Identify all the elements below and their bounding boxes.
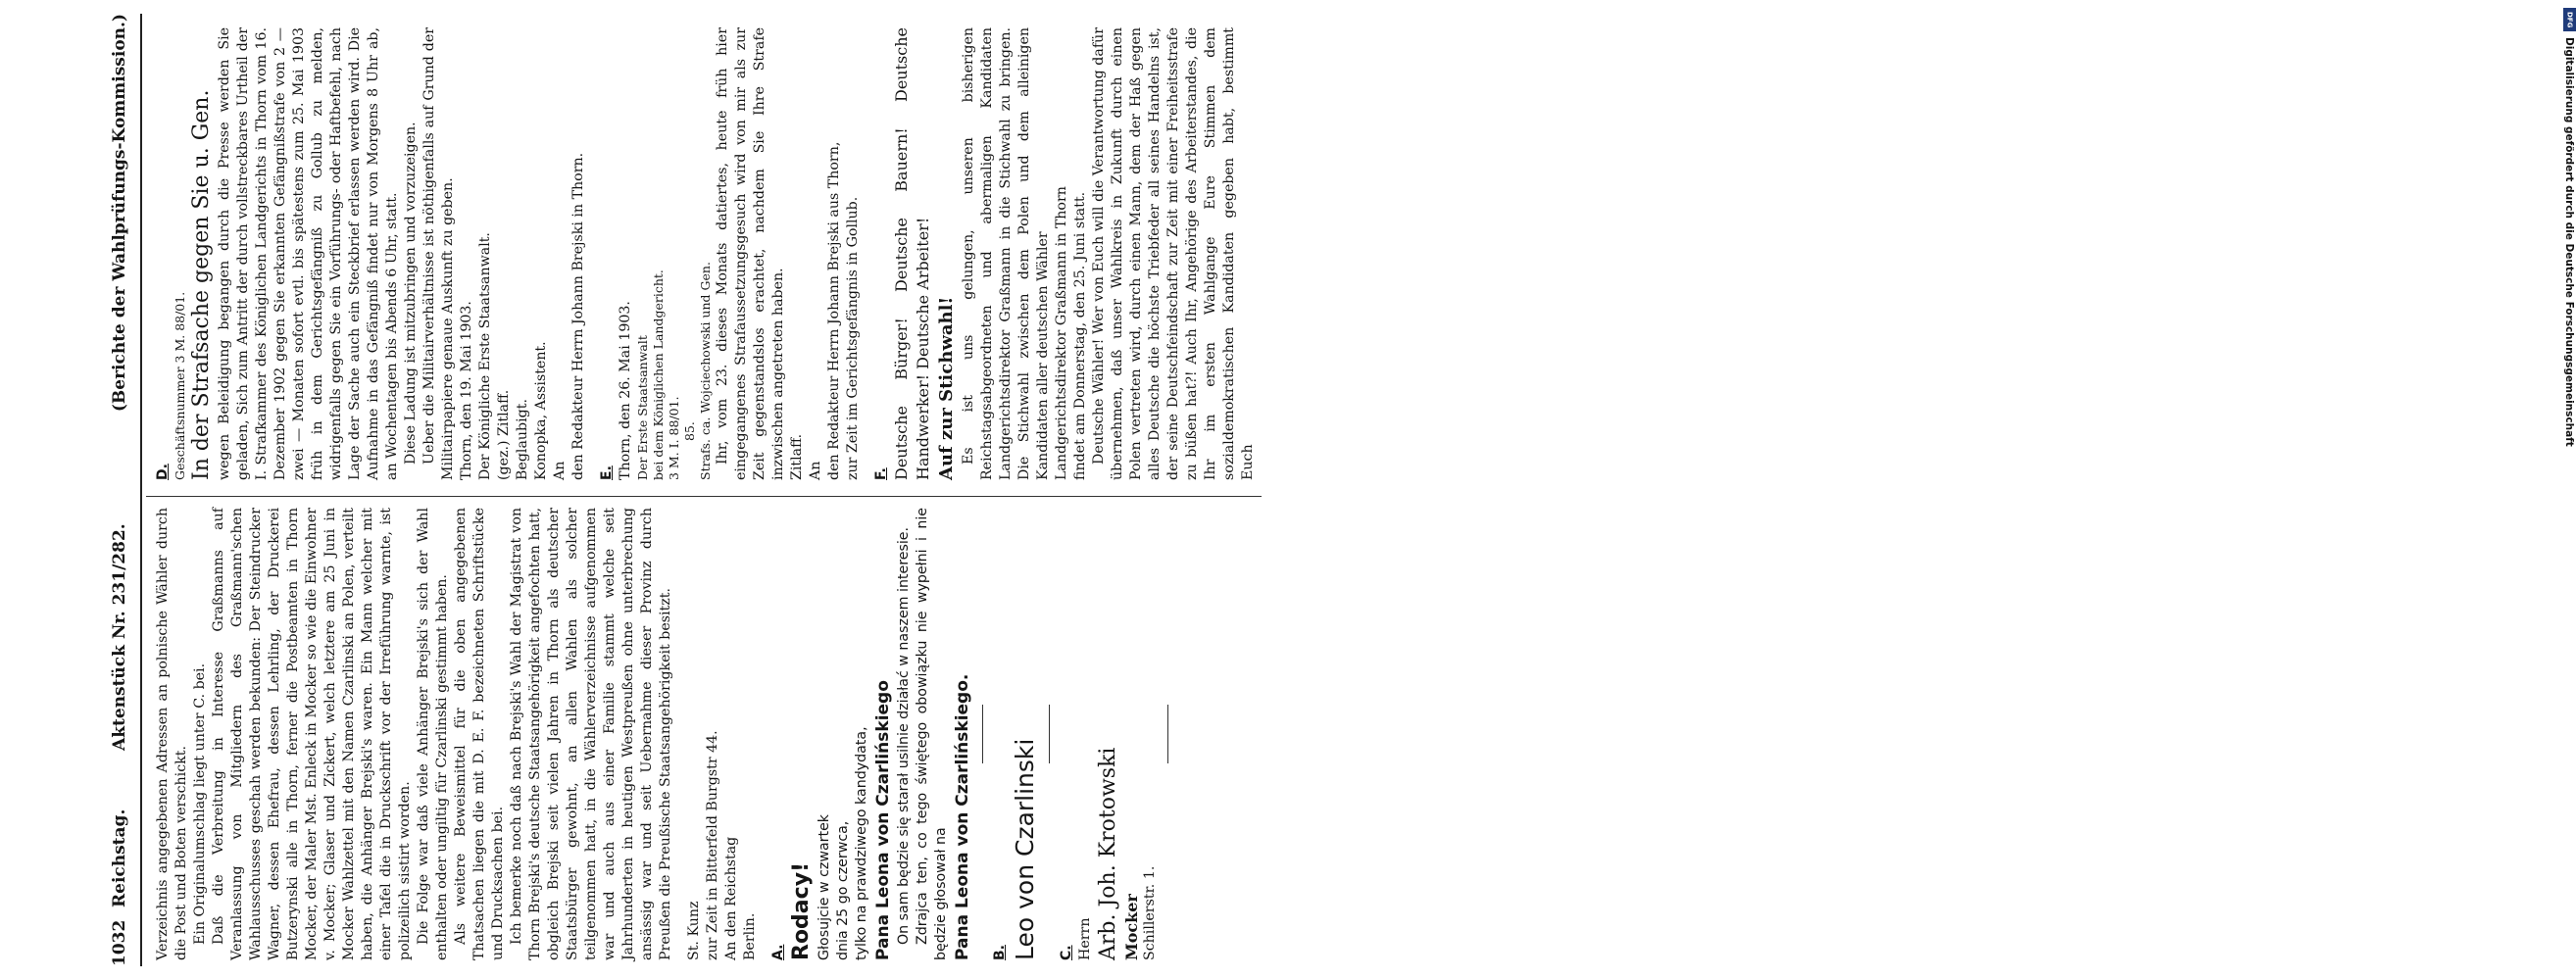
addressee-city: Berlin. (742, 912, 758, 960)
authority: Der Erste Staatsanwalt (635, 335, 650, 480)
reference-number: 85. (682, 421, 697, 441)
exhibit-marker-f: F. (873, 467, 889, 480)
paragraph: Ueber die Militairverhältnisse ist nöthigenfalls auf Grund der Militairpapiere genaue Auskunft zu geben. (421, 27, 456, 480)
column-divider (146, 496, 1262, 497)
reference-number: 3 M. I. 88/01. (667, 396, 681, 480)
authority: Der Königliche Erste Staatsanwalt. (477, 232, 493, 480)
header-middle: Aktenstück Nr. 231/282. (110, 523, 129, 751)
envelope-line: Mocker (1122, 894, 1141, 960)
leaflet-line: tylko na prawdziwego kandydata, (854, 726, 869, 960)
reference-number: Geschäftsnummer 3 M. 88/01. (173, 291, 187, 480)
leaflet-line: Głosujcie w czwartek (817, 813, 832, 960)
header-right: (Berichte der Wahlprüfungs-Kommission.) (110, 14, 129, 413)
addressee: An (552, 461, 568, 480)
paragraph: Ihr, vom 23. dieses Monats datiertes, heute früh hier eingegangenes Strafaussetzungsgesuch wird von mir als zur Zeit gegenstandslos erachtet, nachdem Sie Ihre Strafe inzwischen angetreten haben. (715, 27, 786, 480)
leaflet-line: On sam będzie się starał usilnie działać w naszem interesie. (896, 526, 912, 945)
appeal-heading: Auf zur Stichwahl! (936, 296, 957, 480)
leaflet-line: Zdrajca ten, co tego świętego obowiązku nie wypełni i nie będzie głosował na (915, 508, 949, 960)
paragraph: Ich bemerke noch daß nach Brejski's Wahl der Magistrat von Thorn Brejski's deutsche Staatsangehörigkeit angefochten hatt, obgleich Brejski seit vielen Jahren in Thorn als deutscher Staatsbürger gewohnt, an allen Wahlen als solcher teilgenommen hatt, in die Wählerverzeichnisse aufgenommen war und auch aus einer Familie stammt welche seit Jahrhunderten in heutigen Westpreußen ohne unterbrechung ansässig war und seit Uebernahme dieser Provinz durch Preußen die Preußische Staatsangehörigkeit besitzt. (509, 508, 673, 960)
addressee: den Redakteur Herrn Johann Brejski aus Thorn, (826, 141, 842, 480)
candidate-name: Pana Leona von Czarlińskiego (873, 680, 893, 960)
paragraph: Deutsche Wähler! Wer von Euch will die Verantwortung dafür übernehmen, daß unser Wahlkreis in Zukunft durch einen Polen vertreten wird, durch einen Mann, dem der Haß gegen alles Deutsche die höchste Triebfeder all seines Handelns ist, der seine Deutschfeindschaft zur Zeit mit einer Freiheitsstrafe zu büßen hat?! Auch Ihr, Angehörige des Arbeiterstandes, die Ihr im ersten Wahlgange Eure Stimmen dem sozialdemokratischen Kandidaten gegeben habt, bestimmt Euch (1091, 27, 1256, 480)
case-name: Strafs. ca. Wojciechowski und Gen. (698, 262, 713, 480)
place-date: Thorn, den 26. Mai 1903. (618, 301, 633, 480)
paragraph: Es ist uns gelungen, unseren bisherigen Reichstagsabgeordneten und abermaligen Kandidaten Landgerichtsdirektor Graßmann in die Stichwahl zu bringen. Die Stichwahl zwischen dem Polen und dem alleinigen Kandidaten aller deutschen Wähler (961, 27, 1051, 480)
paragraph: Verzeichnis angegebenen Adressen an polnische Wähler durch die Post und Boten verschickt. (155, 508, 189, 960)
signature: (gez.) Zitlaff. (496, 389, 512, 480)
page-number: 1032 (110, 919, 129, 966)
signature: Zitlaff. (789, 433, 805, 480)
exhibit-marker-d: D. (155, 464, 171, 480)
paragraph: Die Folge war daß viele Anhänger Brejski's sich der Wahl enthalten oder ungiltig für Czarlinski gestimmt haben. (416, 508, 450, 960)
paragraph: Diese Ladung ist mitzubringen und vorzuzeigen. (403, 122, 419, 465)
candidate-name: Pana Leona von Czarlińskiego. (953, 673, 972, 960)
signature: Konopka, Assistent. (533, 341, 549, 480)
ballot-name: Leo von Czarlinski (1011, 738, 1039, 960)
addressee: den Redakteur Herrn Johann Brejski in Thorn. (570, 152, 586, 480)
signer-name: St. Kunz (686, 901, 702, 960)
addressee: zur Zeit im Gerichtsgefängnis in Gollub. (845, 196, 861, 480)
envelope-line: Herrn (1077, 917, 1093, 960)
signer-address: zur Zeit in Bitterfeld Burgstr 44. (705, 730, 720, 960)
exhibit-marker-b: B. (992, 945, 1008, 960)
rotated-page-content (85, 0, 1277, 980)
header-rule (140, 14, 142, 966)
leaflet-line: dnia 25 go czerwca, (835, 820, 851, 960)
paragraph: Als weitere Beweismittel für die oben angegebenen Thatsachen liegen die mit D. E. F. bezeichneten Schriftstücke und Drucksachen bei. (453, 508, 506, 960)
right-column (154, 27, 1258, 480)
scanned-page (85, 0, 1277, 980)
running-header (99, 14, 140, 966)
exhibit-marker-a: A. (770, 944, 786, 960)
paragraph: Daß die Verbreitung in Interesse Graßmanns auf Veranlassung von Mitgliedern des Graßmann'schen Wahlausschusses geschah werden bekunden: Der Steindrucker Wagner, dessen Ehefrau, dessen Lehrling, der Druckerei Butzerynski alle in Thorn, ferner die Postbeamten in Thorn Mocker, der Maler Mst. Enleck in Mocker so wie die Einwohner v. Mocker; Glaser und Zickert, welch letztere am 25 Juni in Mocker Wahlzettel mit den Namen Czarlinski an Polen, verteilt haben, die Anhänger Brejski's waren. Ein Mann welcher mit einer Tafel die in Druckschrift vor der Irreführung warnte, ist polizeilich sistirt worden. (211, 508, 413, 960)
separator (1049, 705, 1050, 763)
digitization-credit (1280, 0, 2575, 980)
header-left: Reichstag. (110, 808, 129, 907)
envelope-line: Schillerstr. 1. (1142, 865, 1158, 960)
dfg-logo: DFG (2563, 8, 2576, 31)
summons-heading: In der Strafsache gegen Sie u. Gen. (189, 89, 214, 480)
candidate-name: Landgerichtsdirektor Graßmann in Thorn (1054, 186, 1069, 480)
place-date: Thorn, den 19. Mai 1903. (459, 301, 474, 480)
envelope-line: Arb. Joh. Krotowski (1096, 747, 1120, 960)
credit-text: Digitalisierung gefördert durch die Deutsche Forschungsgemeinschaft (2563, 37, 2575, 447)
addressee: An den Reichstag (723, 836, 739, 960)
exhibit-marker-c: C. (1059, 945, 1074, 960)
separator (982, 705, 983, 763)
exhibit-marker-e: E. (599, 466, 615, 480)
signature: Beglaubigt. (515, 399, 530, 480)
paragraph: findet am Donnerstag, den 25. Juni statt. (1072, 191, 1088, 480)
left-column (154, 508, 1176, 960)
paragraph: Ein Originalumschlag liegt unter C. bei. (192, 662, 208, 945)
authority: bei dem Königlichen Landgericht. (651, 270, 666, 480)
addressee: An (808, 461, 823, 480)
appeal-line: Deutsche Bürger! Deutsche Bauern! Deutsche Handwerker! Deutsche Arbeiter! (892, 27, 932, 480)
leaflet-heading: Rodacy! (789, 861, 814, 960)
paragraph: wegen Beleidigung begangen durch die Presse werden Sie geladen, Sich zum Antritt der durch vollstreckbares Urtheil der I. Strafkammer des Königlichen Landgerichts in Thorn vom 16. Dezember 1902 gegen Sie erkannten Gefängnißstrafe von 2 — zwei — Monaten sofort evtl. bis spätestens zum 25. Mai 1903 früh in dem Gerichtsgefängniß zu Gollub zu melden, widrigenfalls gegen Sie ein Vorführungs- oder Haftbefehl, nach Lage der Sache auch ein Steckbrief erlassen werden wird. Die Aufnahme in das Gefängniß findet nur von Morgens 8 Uhr ab, an Wochentagen bis Abends 6 Uhr, statt. (217, 27, 400, 480)
separator (1167, 705, 1168, 763)
